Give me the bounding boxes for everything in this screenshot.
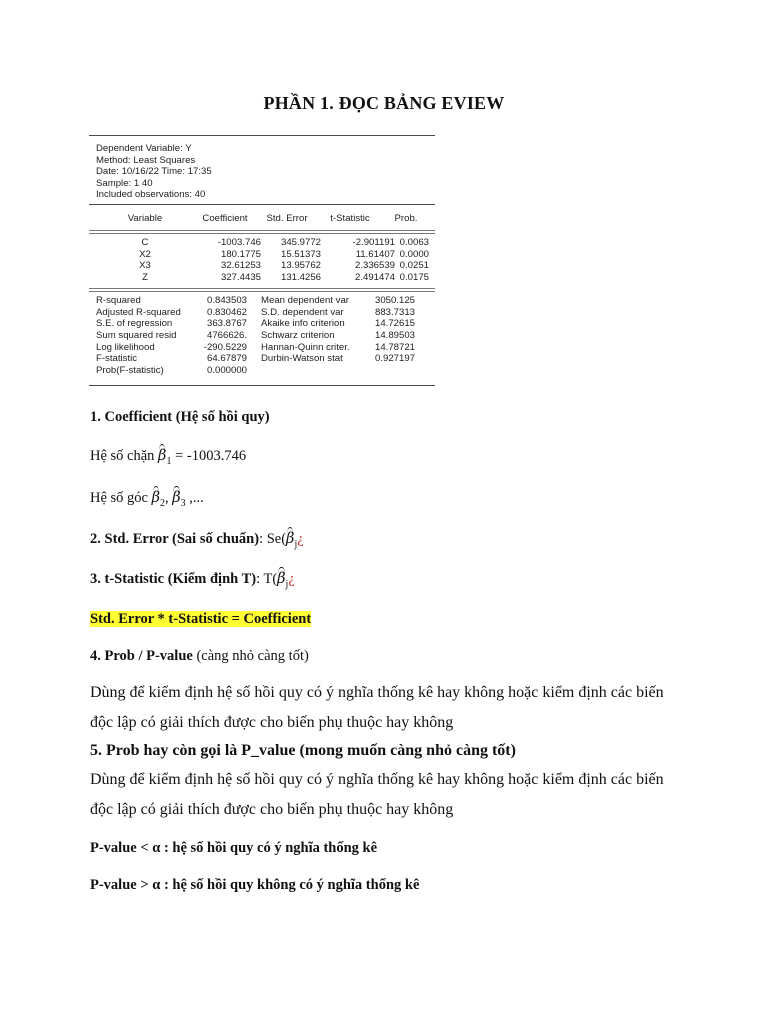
cell: Sum squared resid <box>96 330 177 342</box>
subscript: j <box>294 538 298 550</box>
meta-line: Method: Least Squares <box>96 154 196 166</box>
cell: 14.78721 <box>375 341 416 353</box>
table-rule-bottom <box>89 385 435 386</box>
eview-output-table <box>89 135 435 388</box>
cell: 14.72615 <box>375 318 416 330</box>
cell: 15.51373 <box>280 248 321 260</box>
cell: 0.0175 <box>399 272 429 284</box>
table-row <box>89 237 435 249</box>
section-5-heading: 5. Prob hay còn gọi là P_value (mong muốn càng nhỏ càng tốt) <box>90 742 516 759</box>
cell: -290.5229 <box>203 341 247 353</box>
table-row <box>89 272 435 284</box>
cell: 131.4256 <box>280 272 321 284</box>
cell: Mean dependent var <box>261 295 350 306</box>
cell: Log likelihood <box>96 341 155 353</box>
table-rule-top <box>89 135 435 136</box>
regression-meta <box>96 143 212 201</box>
table-row <box>89 330 435 342</box>
table-row <box>89 307 435 319</box>
section-4-heading: 4. Prob / P-value <box>90 648 193 664</box>
table-rule <box>89 230 435 231</box>
cell: 0.0063 <box>399 237 429 248</box>
cell: Prob(F-statistic) <box>96 365 164 377</box>
separator: , <box>165 490 173 506</box>
cell: 3050.125 <box>375 295 416 306</box>
cell: Durbin-Watson stat <box>261 353 343 365</box>
table-row <box>89 260 435 272</box>
header-variable: Variable <box>127 213 163 224</box>
cell: -1003.746 <box>217 237 261 248</box>
cell: Schwarz criterion <box>261 330 335 342</box>
intercept-label: Hệ số chặn <box>90 448 159 464</box>
highlight-line <box>90 611 311 628</box>
table-row <box>89 318 435 330</box>
subscript: 3 <box>180 497 186 509</box>
cell: 0.843503 <box>206 295 247 306</box>
cell: 4766626. <box>206 330 247 342</box>
cell: 180.1775 <box>220 248 261 260</box>
coefficient-rows <box>89 237 435 284</box>
section-2-heading: 2. Std. Error (Sai số chuẩn) <box>90 531 260 547</box>
section-3-line <box>90 571 295 590</box>
section-4-line <box>90 648 309 665</box>
summary-stat-rows <box>89 295 435 377</box>
cell: S.E. of regression <box>96 318 173 330</box>
cell: -2.901191 <box>352 237 395 248</box>
cell: 0.927197 <box>375 353 416 365</box>
page-title: PHẦN 1. ĐỌC BẢNG EVIEW <box>263 93 505 113</box>
cell: X3 <box>139 260 151 272</box>
header-std-error: Std. Error <box>266 213 308 224</box>
section-2-tail: : Se( <box>259 531 287 547</box>
cell: 0.000000 <box>206 365 247 377</box>
cell: 2.491474 <box>354 272 395 284</box>
meta-line: Sample: 1 40 <box>96 177 153 189</box>
cell: 11.61407 <box>355 248 395 260</box>
pvalue-rule-not-significant: P-value > α : hệ số hồi quy không có ý nghĩa thống kê <box>90 877 420 893</box>
section-5-body-line: Dùng để kiểm định hệ số hồi quy có ý nghĩa thống kê hay không hoặc kiểm định các biến <box>90 771 664 788</box>
slope-tail: ,... <box>185 490 204 506</box>
table-row <box>89 295 435 307</box>
table-rule <box>89 204 435 205</box>
slope-line <box>90 490 204 509</box>
table-rule <box>89 233 435 234</box>
beta-hat-symbol: β <box>277 571 286 587</box>
section-3-heading: 3. t-Statistic (Kiểm định T) <box>90 571 257 587</box>
table-row <box>89 342 435 354</box>
header-t-statistic: t-Statistic <box>330 213 370 224</box>
table-header <box>89 213 435 225</box>
cell: 32.61253 <box>220 260 261 272</box>
table-rule <box>89 291 435 292</box>
subscript: j <box>285 578 289 590</box>
cell: 883.7313 <box>375 306 416 318</box>
cell: 13.95762 <box>280 260 321 272</box>
cell: 327.4435 <box>220 272 261 284</box>
pvalue-rule-significant: P-value < α : hệ số hồi quy có ý nghĩa thống kê <box>90 840 378 856</box>
beta-hat-symbol: β <box>172 490 181 506</box>
cell: 0.0000 <box>399 248 429 260</box>
highlighted-formula: Std. Error * t-Statistic = Coefficient <box>90 611 312 627</box>
section-4-body-line: độc lập có giải thích được cho biến phụ thuộc hay không <box>90 714 454 731</box>
table-row <box>89 249 435 261</box>
section-2-line <box>90 531 304 550</box>
subscript: 1 <box>166 455 172 467</box>
cell: 2.336539 <box>354 260 395 272</box>
cell: 14.89503 <box>375 330 416 342</box>
beta-hat-symbol: β <box>151 490 161 506</box>
section-1-heading: 1. Coefficient (Hệ số hồi quy) <box>90 409 270 425</box>
meta-line: Dependent Variable: Y <box>96 143 192 154</box>
intercept-value: = -1003.746 <box>171 448 247 464</box>
slope-label: Hệ số góc <box>90 490 152 506</box>
section-4-body-line: Dùng để kiểm định hệ số hồi quy có ý nghĩa thống kê hay không hoặc kiểm định các biến <box>90 684 664 701</box>
cell: Z <box>142 272 148 284</box>
cell: 0.0251 <box>399 260 429 272</box>
section-5-body-line: độc lập có giải thích được cho biến phụ thuộc hay không <box>90 801 454 818</box>
meta-line: Included observations: 40 <box>96 189 206 201</box>
cell: C <box>141 237 149 248</box>
table-row <box>89 353 435 365</box>
intercept-line <box>90 448 246 467</box>
header-prob: Prob. <box>394 213 418 224</box>
meta-line: Date: 10/16/22 Time: 17:35 <box>96 166 212 178</box>
cell: 64.67879 <box>206 353 247 365</box>
header-coefficient: Coefficient <box>202 213 248 224</box>
cell: Adjusted R-squared <box>96 306 181 318</box>
subscript: 2 <box>160 497 166 509</box>
cell: R-squared <box>96 295 141 306</box>
broken-glyph: ¿ <box>297 531 304 547</box>
section-3-tail: : T( <box>256 571 278 587</box>
cell: F-statistic <box>96 353 138 365</box>
cell: Akaike info criterion <box>261 318 345 330</box>
table-rule <box>89 288 435 289</box>
beta-hat-symbol: β <box>158 448 167 464</box>
cell: 363.8767 <box>206 318 247 330</box>
broken-glyph: ¿ <box>288 571 295 587</box>
table-row <box>89 365 435 377</box>
cell: X2 <box>139 248 151 260</box>
cell: 345.9772 <box>280 237 321 248</box>
section-4-note: (càng nhỏ càng tốt) <box>192 648 309 664</box>
cell: Hannan-Quinn criter. <box>261 341 350 353</box>
beta-hat-symbol: β <box>286 531 295 547</box>
cell: 0.830462 <box>206 306 247 318</box>
cell: S.D. dependent var <box>261 306 344 318</box>
